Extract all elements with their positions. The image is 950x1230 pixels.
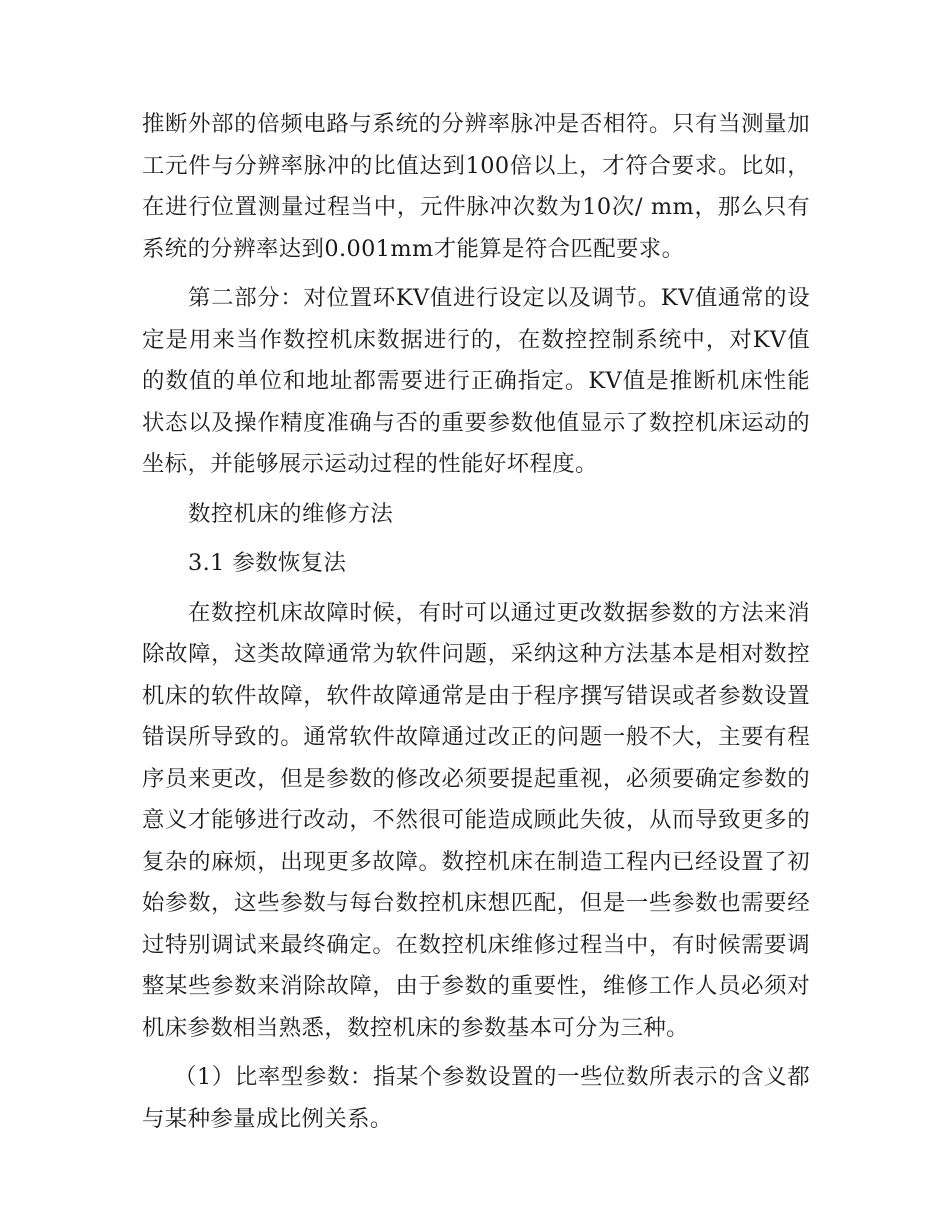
list-item-ratio-parameters: （1）比率型参数：指某个参数设置的一些位数所表示的含义都与某种参量成比例关系。 [142, 1064, 810, 1132]
paragraph-kv-value-setting: 第二部分：对位置环KV值进行设定以及调节。KV值通常的设定是用来当作数控机床数据进行的，在数控控制系统中，对KV值的数值的单位和地址都需要进行正确指定。KV值是推断机床性能状态以及操作精度准确与否的重要参数他值显示了数控机床运动的坐标，并能够展示运动过程的性能好坏程度。 [142, 285, 810, 477]
document-body [142, 104, 810, 1148]
subsection-heading-parameter-recovery: 3.1 参数恢复法 [188, 550, 347, 576]
paragraph-parameter-recovery: 在数控机床故障时候，有时可以通过更改数据参数的方法来消除故障，这类故障通常为软件问题，采纳这种方法基本是相对数控机床的软件故障，软件故障通常是由于程序撰写错误或者参数设置错误所导致的。通常软件故障通过改正的问题一般不大，主要有程序员来更改，但是参数的修改必须要提起重视，必须要确定参数的意义才能够进行改动，不然很可能造成顾此失彼，从而导致更多的复杂的麻烦，出现更多故障。数控机床在制造工程内已经设置了初始参数，这些参数与每台数控机床想匹配，但是一些参数也需要经过特别调试来最终确定。在数控机床维修过程当中，有时候需要调整某些参数来消除故障，由于参数的重要性，维修工作人员必须对机床参数相当熟悉，数控机床的参数基本可分为三种。 [142, 599, 810, 1041]
paragraph-resolution-matching: 推断外部的倍频电路与系统的分辨率脉冲是否相符。只有当测量加工元件与分辨率脉冲的比值达到100倍以上，才符合要求。比如，在进行位置测量过程当中，元件脉冲次数为10次/ mm，那么只有系统的分辨率达到0.001mm才能算是符合匹配要求。 [142, 111, 810, 262]
section-heading-repair-methods: 数控机床的维修方法 [188, 500, 394, 527]
